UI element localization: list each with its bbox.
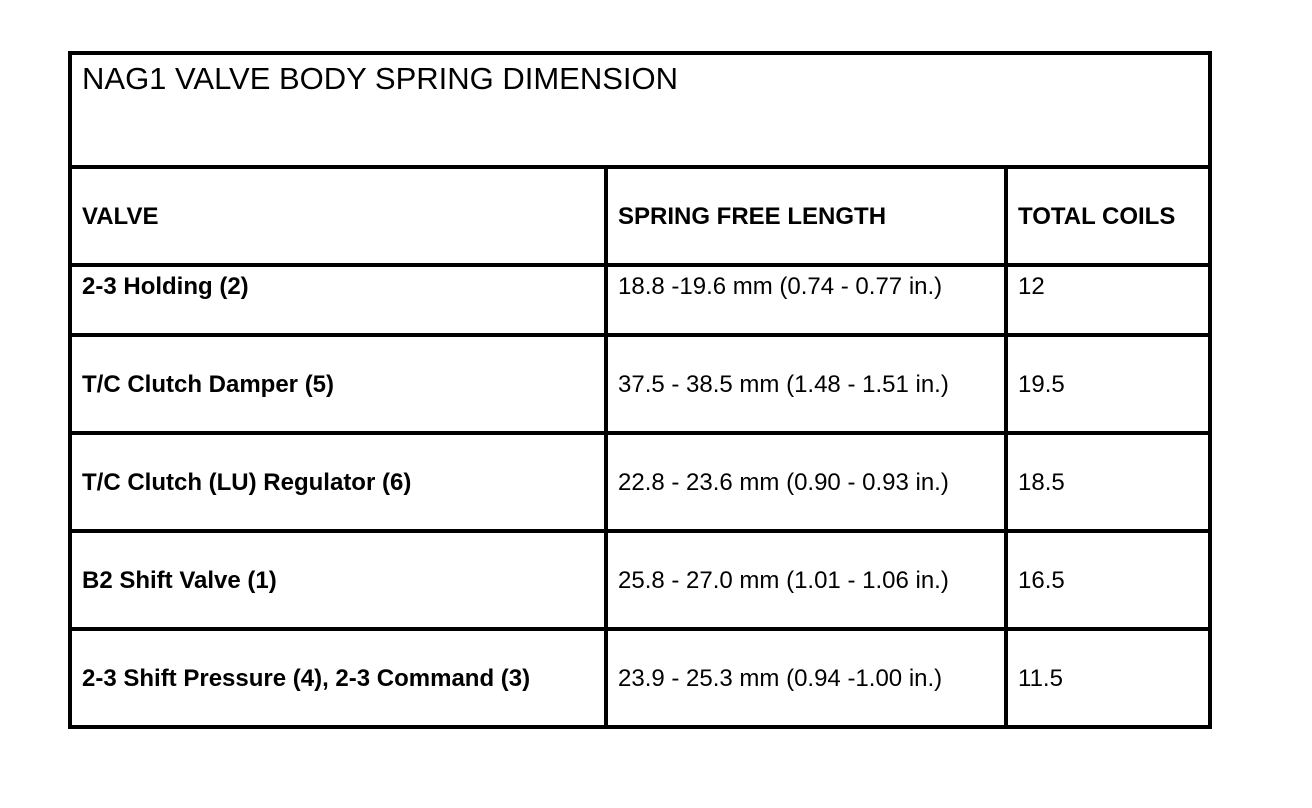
title-row <box>70 53 1210 167</box>
header-spring-free-length: SPRING FREE LENGTH <box>606 167 1006 265</box>
table-row <box>70 629 1210 727</box>
table-title: NAG1 VALVE BODY SPRING DIMENSION <box>70 53 1210 167</box>
total-coils: 19.5 <box>1006 335 1210 433</box>
header-row <box>70 167 1210 265</box>
header-total-coils: TOTAL COILS <box>1006 167 1210 265</box>
header-valve: VALVE <box>70 167 606 265</box>
table-row <box>70 531 1210 629</box>
spring-free-length: 18.8 -19.6 mm (0.74 - 0.77 in.) <box>606 265 1006 335</box>
spring-free-length: 25.8 - 27.0 mm (1.01 - 1.06 in.) <box>606 531 1006 629</box>
valve-name: T/C Clutch Damper (5) <box>70 335 606 433</box>
total-coils: 18.5 <box>1006 433 1210 531</box>
valve-name: B2 Shift Valve (1) <box>70 531 606 629</box>
table-row <box>70 335 1210 433</box>
total-coils: 12 <box>1006 265 1210 335</box>
spring-free-length: 23.9 - 25.3 mm (0.94 -1.00 in.) <box>606 629 1006 727</box>
table-row <box>70 433 1210 531</box>
total-coils: 16.5 <box>1006 531 1210 629</box>
spring-free-length: 37.5 - 38.5 mm (1.48 - 1.51 in.) <box>606 335 1006 433</box>
spring-free-length: 22.8 - 23.6 mm (0.90 - 0.93 in.) <box>606 433 1006 531</box>
valve-name: 2-3 Holding (2) <box>70 265 606 335</box>
total-coils: 11.5 <box>1006 629 1210 727</box>
table-row <box>70 265 1210 335</box>
valve-name: 2-3 Shift Pressure (4), 2-3 Command (3) <box>70 629 606 727</box>
valve-name: T/C Clutch (LU) Regulator (6) <box>70 433 606 531</box>
spring-dimension-table <box>68 51 1212 729</box>
